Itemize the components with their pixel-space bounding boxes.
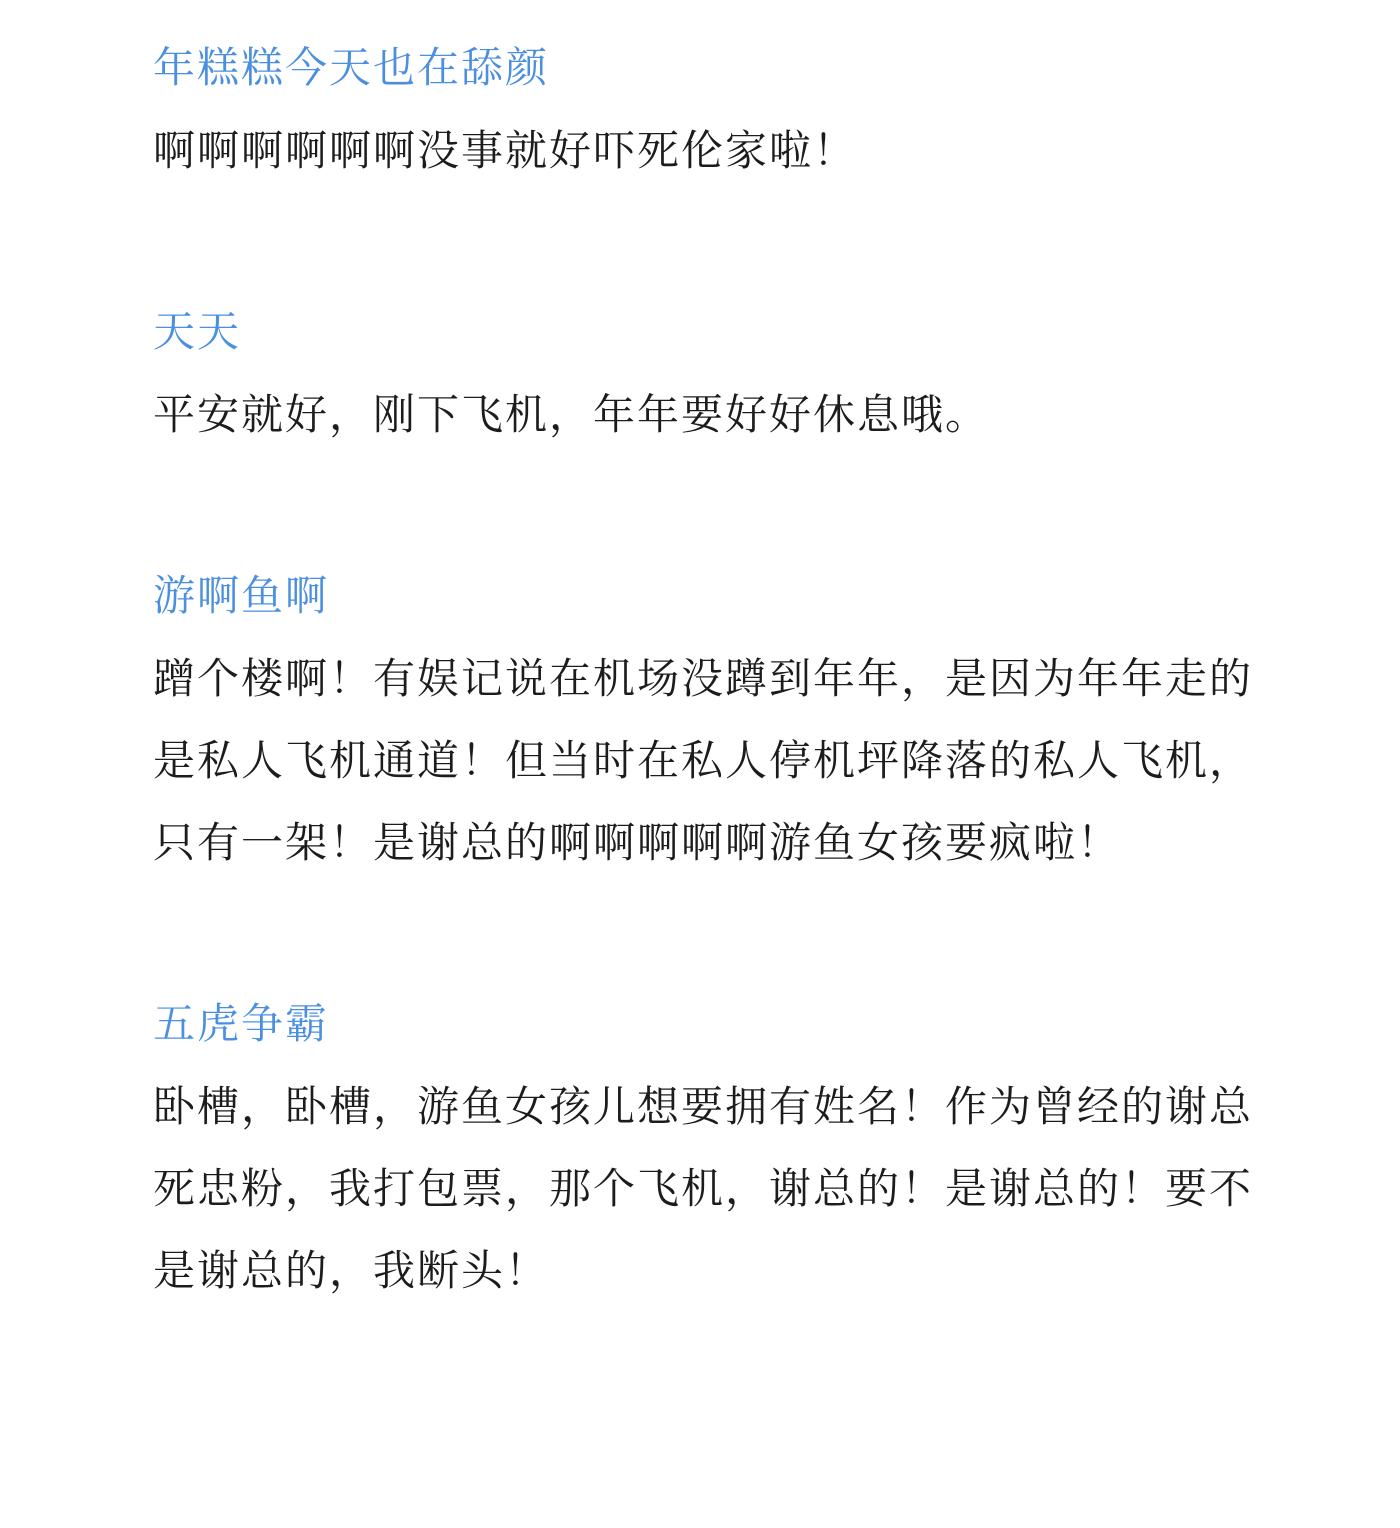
comment-username[interactable]: 游啊鱼啊 [153, 571, 330, 620]
comment-text: 蹭个楼啊！有娱记说在机场没蹲到年年，是因为年年走的是私人飞机通道！但当时在私人停机坪降落的私人飞机，只有一架！是谢总的啊啊啊啊啊游鱼女孩要疯啦！ [153, 654, 1254, 867]
comment-username[interactable]: 年糕糕今天也在舔颜 [153, 43, 550, 92]
comment-item [153, 568, 1273, 884]
comment-username[interactable]: 五虎争霸 [153, 999, 330, 1048]
comment-username[interactable]: 天天 [153, 307, 242, 356]
comment-text: 平安就好，刚下飞机，年年要好好休息哦。 [153, 390, 990, 439]
comment-text: 啊啊啊啊啊啊没事就好吓死伦家啦！ [153, 126, 858, 175]
comment-text: 卧槽，卧槽，游鱼女孩儿想要拥有姓名！作为曾经的谢总死忠粉，我打包票，那个飞机，谢总的！是谢总的！要不是谢总的，我断头！ [153, 1082, 1254, 1295]
comment-list [153, 40, 1273, 1424]
comment-item [153, 40, 1273, 192]
comment-item [153, 996, 1273, 1312]
comment-item [153, 304, 1273, 456]
